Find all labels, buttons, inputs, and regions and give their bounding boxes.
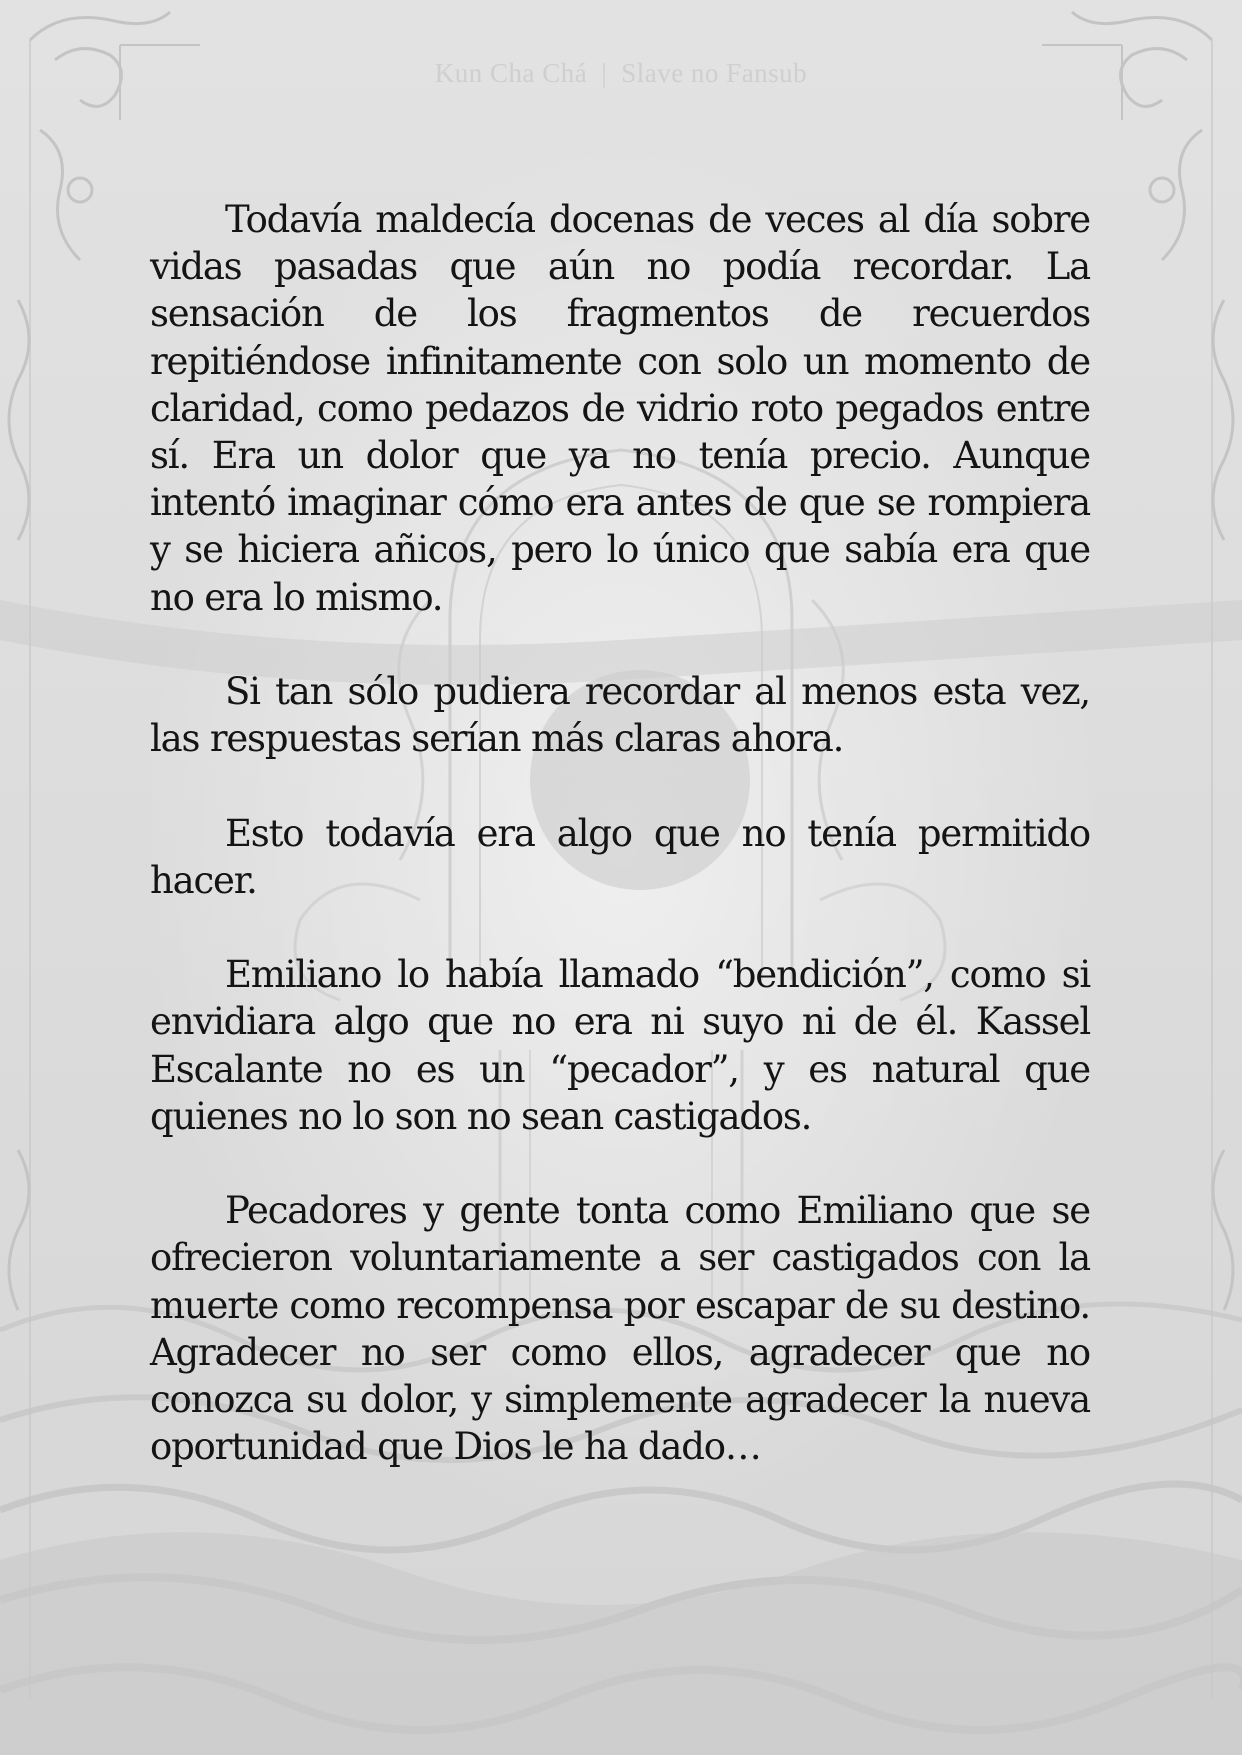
watermark-separator: | [601,58,608,88]
paragraph: Esto todavía era algo que no tenía permitido hacer. [150,811,1090,902]
watermark-left-text: Kun Cha Chá [434,58,588,88]
watermark-right-text: Slave no Fansub [621,58,808,88]
paragraph: Emiliano lo había llamado “bendición”, como si envidiara algo que no era ni suyo ni de él. Kassel Escalante no es un “pecador”, y es natural que quienes no lo son no sean castigados. [150,953,1090,1138]
fansub-watermark [0,58,1242,89]
paragraph: Si tan sólo pudiera recordar al menos esta vez, las respuestas serían más claras ahora. [150,670,1090,761]
paragraph: Todavía maldecía docenas de veces al día sobre vidas pasadas que aún no podía recordar. La sensación de los fragmentos de recuerdos repitiéndose infinitamente con solo un momento de claridad, como pedazos de vidrio roto pegados entre sí. Era un dolor que ya no tenía precio. Aunque intentó imaginar cómo era antes de que se rompiera y se hiciera añicos, pero lo único que sabía era que no era lo mismo. [150,198,1090,619]
body-text [150,196,1090,1470]
paragraph: Pecadores y gente tonta como Emiliano que se ofrecieron voluntariamente a ser castigados con la muerte como recompensa por escapar de su destino. Agradecer no ser como ellos, agradecer que no conozca su dolor, y simplemente agradecer la nueva oportunidad que Dios le ha dado… [150,1189,1090,1469]
